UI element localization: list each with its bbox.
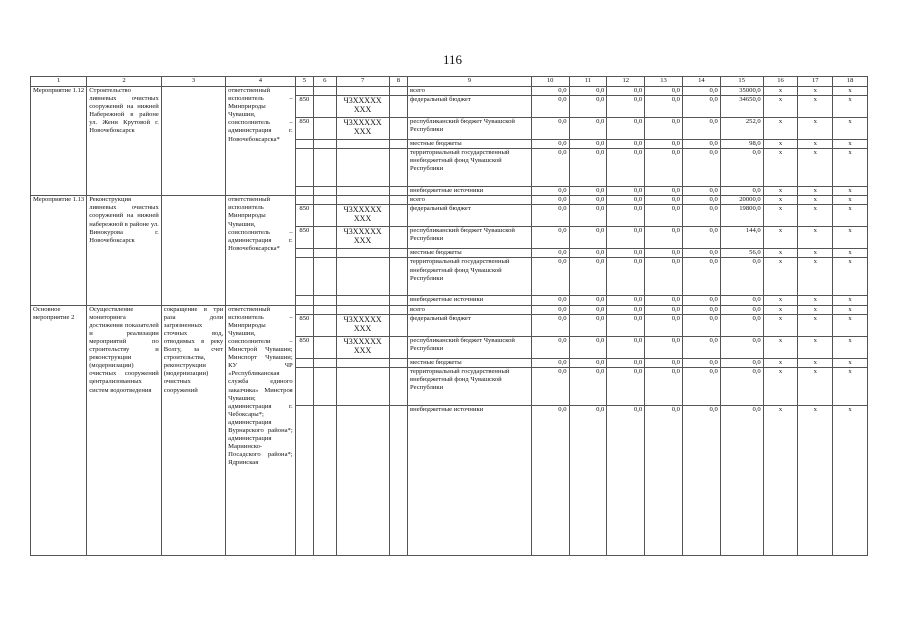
- grbs-code: 850: [295, 205, 313, 227]
- section-code: [314, 118, 336, 140]
- x-cell: x: [763, 314, 798, 336]
- target-article-code: [336, 296, 389, 305]
- x-cell: x: [833, 187, 868, 196]
- section-code: [314, 140, 336, 149]
- amount-cell: 0,0: [682, 314, 720, 336]
- amount-cell: 0,0: [569, 358, 607, 367]
- amount-cell: 0,0: [531, 96, 569, 118]
- column-header: 3: [161, 77, 225, 87]
- amount-cell: 0,0: [682, 258, 720, 296]
- amount-cell: 0,0: [720, 258, 763, 296]
- x-cell: x: [833, 196, 868, 205]
- expense-group: [389, 249, 407, 258]
- amount-cell: 0,0: [682, 205, 720, 227]
- column-header: 12: [607, 77, 645, 87]
- x-cell: x: [833, 96, 868, 118]
- amount-cell: 0,0: [645, 96, 683, 118]
- section-code: [314, 305, 336, 314]
- amount-cell: 0,0: [569, 314, 607, 336]
- amount-cell: 20000,0: [720, 196, 763, 205]
- x-cell: x: [798, 314, 833, 336]
- section-code: [314, 249, 336, 258]
- amount-cell: 0,0: [531, 196, 569, 205]
- header-row: [31, 77, 868, 87]
- x-cell: x: [798, 87, 833, 96]
- x-cell: x: [763, 149, 798, 187]
- target-article-code: [336, 258, 389, 296]
- column-header: 16: [763, 77, 798, 87]
- amount-cell: 0,0: [607, 149, 645, 187]
- amount-cell: 0,0: [645, 140, 683, 149]
- amount-cell: 0,0: [607, 87, 645, 96]
- funding-source: внебюджетные источники: [408, 187, 532, 196]
- amount-cell: 0,0: [531, 249, 569, 258]
- column-header: 10: [531, 77, 569, 87]
- amount-cell: 0,0: [720, 405, 763, 555]
- expense-group: [389, 296, 407, 305]
- section-code: [314, 336, 336, 358]
- expense-group: [389, 314, 407, 336]
- amount-cell: 0,0: [569, 336, 607, 358]
- column-header: 17: [798, 77, 833, 87]
- x-cell: x: [763, 336, 798, 358]
- amount-cell: 0,0: [720, 367, 763, 405]
- x-cell: x: [763, 405, 798, 555]
- amount-cell: 0,0: [607, 196, 645, 205]
- x-cell: x: [833, 305, 868, 314]
- x-cell: x: [763, 87, 798, 96]
- amount-cell: 0,0: [531, 118, 569, 140]
- amount-cell: 0,0: [607, 187, 645, 196]
- expense-group: [389, 258, 407, 296]
- amount-cell: 0,0: [645, 196, 683, 205]
- funding-source: местные бюджеты: [408, 140, 532, 149]
- x-cell: x: [763, 249, 798, 258]
- x-cell: x: [833, 314, 868, 336]
- x-cell: x: [798, 196, 833, 205]
- grbs-code: [295, 187, 313, 196]
- amount-cell: 0,0: [607, 305, 645, 314]
- amount-cell: 0,0: [682, 196, 720, 205]
- target-article-code: [336, 367, 389, 405]
- expense-group: [389, 336, 407, 358]
- amount-cell: 19800,0: [720, 205, 763, 227]
- amount-cell: 0,0: [607, 227, 645, 249]
- amount-cell: 0,0: [531, 305, 569, 314]
- target-article-code: Ч3ХXXXX XXX: [336, 336, 389, 358]
- target-article-code: Ч3ХXXXX XXX: [336, 118, 389, 140]
- grbs-code: [295, 305, 313, 314]
- page-number: 116: [442, 52, 463, 67]
- x-cell: x: [798, 187, 833, 196]
- amount-cell: 0,0: [569, 149, 607, 187]
- x-cell: x: [833, 405, 868, 555]
- amount-cell: 0,0: [607, 96, 645, 118]
- x-cell: x: [763, 118, 798, 140]
- amount-cell: 0,0: [645, 305, 683, 314]
- table-row: [31, 196, 868, 205]
- column-header: 9: [408, 77, 532, 87]
- amount-cell: 56,0: [720, 249, 763, 258]
- expense-group: [389, 227, 407, 249]
- expense-group: [389, 205, 407, 227]
- amount-cell: 0,0: [682, 358, 720, 367]
- measure-description: Осуществление мониторинга достижения показателей и реализации мероприятий по строительству и реконструкции (модернизации) очистных сооружений централизованных систем водоотведения: [87, 305, 162, 555]
- amount-cell: 252,0: [720, 118, 763, 140]
- section-code: [314, 367, 336, 405]
- funding-source: всего: [408, 196, 532, 205]
- section-code: [314, 196, 336, 205]
- amount-cell: 0,0: [531, 149, 569, 187]
- amount-cell: 0,0: [682, 336, 720, 358]
- amount-cell: 0,0: [645, 405, 683, 555]
- target-article-code: Ч3ХXXXX XXX: [336, 205, 389, 227]
- section-code: [314, 227, 336, 249]
- column-header: 11: [569, 77, 607, 87]
- funding-source: всего: [408, 305, 532, 314]
- amount-cell: 0,0: [682, 118, 720, 140]
- grbs-code: [295, 405, 313, 555]
- amount-cell: 0,0: [645, 227, 683, 249]
- expected-result: [161, 87, 225, 196]
- x-cell: x: [798, 367, 833, 405]
- amount-cell: 0,0: [682, 227, 720, 249]
- amount-cell: 0,0: [569, 405, 607, 555]
- amount-cell: 0,0: [645, 336, 683, 358]
- expense-group: [389, 196, 407, 205]
- x-cell: x: [763, 367, 798, 405]
- amount-cell: 0,0: [720, 296, 763, 305]
- funding-source: территориальный государственный внебюджетный фонд Чувашской Республики: [408, 367, 532, 405]
- x-cell: x: [763, 205, 798, 227]
- x-cell: x: [798, 227, 833, 249]
- amount-cell: 0,0: [645, 296, 683, 305]
- amount-cell: 0,0: [531, 367, 569, 405]
- expense-group: [389, 118, 407, 140]
- x-cell: x: [798, 405, 833, 555]
- grbs-code: 850: [295, 118, 313, 140]
- grbs-code: [295, 367, 313, 405]
- amount-cell: 0,0: [531, 358, 569, 367]
- amount-cell: 0,0: [607, 205, 645, 227]
- section-code: [314, 149, 336, 187]
- amount-cell: 0,0: [645, 258, 683, 296]
- column-header: 14: [682, 77, 720, 87]
- target-article-code: Ч3ХXXXX XXX: [336, 227, 389, 249]
- amount-cell: 0,0: [569, 187, 607, 196]
- amount-cell: 0,0: [720, 336, 763, 358]
- amount-cell: 0,0: [531, 336, 569, 358]
- amount-cell: 0,0: [531, 314, 569, 336]
- grbs-code: 850: [295, 336, 313, 358]
- x-cell: x: [798, 305, 833, 314]
- amount-cell: 0,0: [569, 296, 607, 305]
- funding-source: местные бюджеты: [408, 358, 532, 367]
- funding-source: внебюджетные источники: [408, 296, 532, 305]
- grbs-code: [295, 358, 313, 367]
- funding-source: республиканский бюджет Чувашской Республики: [408, 227, 532, 249]
- amount-cell: 0,0: [682, 296, 720, 305]
- amount-cell: 0,0: [569, 118, 607, 140]
- amount-cell: 0,0: [720, 314, 763, 336]
- amount-cell: 98,0: [720, 140, 763, 149]
- amount-cell: 0,0: [645, 149, 683, 187]
- amount-cell: 34650,0: [720, 96, 763, 118]
- target-article-code: [336, 196, 389, 205]
- x-cell: x: [833, 118, 868, 140]
- column-header: 2: [87, 77, 162, 87]
- x-cell: x: [798, 140, 833, 149]
- amount-cell: 0,0: [607, 140, 645, 149]
- target-article-code: [336, 249, 389, 258]
- amount-cell: 0,0: [569, 196, 607, 205]
- x-cell: x: [833, 227, 868, 249]
- amount-cell: 0,0: [569, 96, 607, 118]
- column-header: 1: [31, 77, 87, 87]
- target-article-code: Ч3ХXXXX XXX: [336, 314, 389, 336]
- grbs-code: [295, 249, 313, 258]
- section-code: [314, 96, 336, 118]
- x-cell: x: [833, 87, 868, 96]
- amount-cell: 0,0: [531, 227, 569, 249]
- x-cell: x: [763, 296, 798, 305]
- target-article-code: [336, 305, 389, 314]
- amount-cell: 0,0: [607, 358, 645, 367]
- funding-source: внебюджетные источники: [408, 405, 532, 555]
- amount-cell: 0,0: [607, 118, 645, 140]
- amount-cell: 0,0: [569, 367, 607, 405]
- x-cell: x: [798, 96, 833, 118]
- x-cell: x: [763, 305, 798, 314]
- column-header: 15: [720, 77, 763, 87]
- amount-cell: 0,0: [645, 314, 683, 336]
- measure-description: Реконструкция ливневых очистных сооружений на нижней набережной в районе ул. Винокурова г. Новочебоксарск: [87, 196, 162, 305]
- x-cell: x: [763, 258, 798, 296]
- amount-cell: 0,0: [531, 296, 569, 305]
- x-cell: x: [798, 358, 833, 367]
- column-header: 13: [645, 77, 683, 87]
- expense-group: [389, 367, 407, 405]
- amount-cell: 0,0: [531, 187, 569, 196]
- x-cell: x: [833, 258, 868, 296]
- grbs-code: [295, 258, 313, 296]
- amount-cell: 0,0: [682, 96, 720, 118]
- measure-name: Мероприятие 1.12: [31, 87, 87, 196]
- x-cell: x: [763, 196, 798, 205]
- grbs-code: 850: [295, 314, 313, 336]
- amount-cell: 0,0: [682, 140, 720, 149]
- amount-cell: 0,0: [569, 305, 607, 314]
- expense-group: [389, 96, 407, 118]
- grbs-code: [295, 140, 313, 149]
- grbs-code: [295, 149, 313, 187]
- amount-cell: 0,0: [682, 149, 720, 187]
- section-code: [314, 187, 336, 196]
- amount-cell: 0,0: [569, 140, 607, 149]
- section-code: [314, 87, 336, 96]
- x-cell: x: [798, 336, 833, 358]
- expense-group: [389, 358, 407, 367]
- x-cell: x: [798, 118, 833, 140]
- amount-cell: 0,0: [607, 258, 645, 296]
- funding-source: федеральный бюджет: [408, 314, 532, 336]
- section-code: [314, 258, 336, 296]
- target-article-code: [336, 149, 389, 187]
- section-code: [314, 314, 336, 336]
- amount-cell: 0,0: [531, 87, 569, 96]
- funding-source: федеральный бюджет: [408, 205, 532, 227]
- column-header: 4: [226, 77, 295, 87]
- amount-cell: 0,0: [645, 358, 683, 367]
- amount-cell: 0,0: [569, 205, 607, 227]
- section-code: [314, 358, 336, 367]
- amount-cell: 0,0: [645, 87, 683, 96]
- grbs-code: [295, 87, 313, 96]
- funding-source: местные бюджеты: [408, 249, 532, 258]
- expense-group: [389, 187, 407, 196]
- amount-cell: 0,0: [607, 296, 645, 305]
- grbs-code: [295, 196, 313, 205]
- amount-cell: 144,0: [720, 227, 763, 249]
- amount-cell: 0,0: [607, 249, 645, 258]
- x-cell: x: [798, 149, 833, 187]
- x-cell: x: [833, 367, 868, 405]
- column-header: 6: [314, 77, 336, 87]
- table-row: [31, 87, 868, 96]
- x-cell: x: [763, 96, 798, 118]
- table-row: [31, 305, 868, 314]
- x-cell: x: [798, 258, 833, 296]
- funding-source: всего: [408, 87, 532, 96]
- expense-group: [389, 305, 407, 314]
- target-article-code: [336, 187, 389, 196]
- amount-cell: 0,0: [720, 149, 763, 187]
- target-article-code: [336, 87, 389, 96]
- amount-cell: 0,0: [607, 336, 645, 358]
- budget-table: [30, 76, 868, 556]
- expense-group: [389, 140, 407, 149]
- funding-source: республиканский бюджет Чувашской Республики: [408, 336, 532, 358]
- amount-cell: 0,0: [645, 118, 683, 140]
- amount-cell: 0,0: [682, 367, 720, 405]
- executors: ответственный исполнитель – Минприроды Чувашии, соисполнители – Минстрой Чувашии; Минспорт Чувашии; КУ ЧР «Республиканская служба единого заказчика» Минстроя Чувашии; администрация г. Чебоксары*; администрация Вурнарского района*; администрация Мариинско-Посадского района*; Ядринская: [226, 305, 295, 555]
- target-article-code: [336, 358, 389, 367]
- funding-source: территориальный государственный внебюджетный фонд Чувашской Республики: [408, 149, 532, 187]
- amount-cell: 0,0: [682, 305, 720, 314]
- grbs-code: 850: [295, 227, 313, 249]
- column-header: 7: [336, 77, 389, 87]
- amount-cell: 0,0: [682, 87, 720, 96]
- target-article-code: [336, 140, 389, 149]
- column-header: 8: [389, 77, 407, 87]
- amount-cell: 0,0: [720, 187, 763, 196]
- x-cell: x: [798, 205, 833, 227]
- target-article-code: Ч3ХXXXX XXX: [336, 96, 389, 118]
- amount-cell: 0,0: [720, 305, 763, 314]
- amount-cell: 0,0: [531, 140, 569, 149]
- amount-cell: 0,0: [645, 187, 683, 196]
- grbs-code: 850: [295, 96, 313, 118]
- amount-cell: 0,0: [531, 258, 569, 296]
- column-header: 5: [295, 77, 313, 87]
- amount-cell: 0,0: [682, 405, 720, 555]
- executors: ответственный исполнитель Минприроды Чувашии, соисполнитель – администрация г. Новочебоксарска*: [226, 196, 295, 305]
- amount-cell: 0,0: [682, 249, 720, 258]
- amount-cell: 0,0: [645, 249, 683, 258]
- expected-result: сокращение в три раза доли загрязненных сточных вод, отводимых в реку Волгу, за счет строительства, реконструкции (модернизации) очистных сооружений: [161, 305, 225, 555]
- funding-source: территориальный государственный внебюджетный фонд Чувашской Республики: [408, 258, 532, 296]
- x-cell: x: [798, 296, 833, 305]
- executors: ответственный исполнитель – Минприроды Чувашии, соисполнитель – администрация г. Новочебоксарска*: [226, 87, 295, 196]
- x-cell: x: [798, 249, 833, 258]
- x-cell: x: [833, 249, 868, 258]
- amount-cell: 0,0: [607, 314, 645, 336]
- amount-cell: 0,0: [682, 187, 720, 196]
- amount-cell: 0,0: [531, 405, 569, 555]
- target-article-code: [336, 405, 389, 555]
- funding-source: республиканский бюджет Чувашской Республики: [408, 118, 532, 140]
- x-cell: x: [763, 227, 798, 249]
- funding-source: федеральный бюджет: [408, 96, 532, 118]
- amount-cell: 0,0: [569, 258, 607, 296]
- expense-group: [389, 149, 407, 187]
- x-cell: x: [833, 205, 868, 227]
- x-cell: x: [833, 296, 868, 305]
- amount-cell: 0,0: [720, 358, 763, 367]
- amount-cell: 0,0: [607, 405, 645, 555]
- expected-result: [161, 196, 225, 305]
- measure-name: Основное мероприятие 2: [31, 305, 87, 555]
- section-code: [314, 296, 336, 305]
- x-cell: x: [833, 358, 868, 367]
- measure-description: Строительство ливневых очистных сооружений на нижней Набережной в районе ул. Жени Крутовой г. Новочебоксарск: [87, 87, 162, 196]
- grbs-code: [295, 296, 313, 305]
- amount-cell: 35000,0: [720, 87, 763, 96]
- amount-cell: 0,0: [531, 205, 569, 227]
- x-cell: x: [763, 358, 798, 367]
- measure-name: Мероприятие 1.13: [31, 196, 87, 305]
- section-code: [314, 405, 336, 555]
- expense-group: [389, 405, 407, 555]
- column-header: 18: [833, 77, 868, 87]
- amount-cell: 0,0: [569, 227, 607, 249]
- x-cell: x: [833, 140, 868, 149]
- amount-cell: 0,0: [569, 249, 607, 258]
- amount-cell: 0,0: [645, 205, 683, 227]
- x-cell: x: [833, 149, 868, 187]
- amount-cell: 0,0: [607, 367, 645, 405]
- amount-cell: 0,0: [569, 87, 607, 96]
- x-cell: x: [763, 187, 798, 196]
- expense-group: [389, 87, 407, 96]
- x-cell: x: [763, 140, 798, 149]
- x-cell: x: [833, 336, 868, 358]
- amount-cell: 0,0: [645, 367, 683, 405]
- section-code: [314, 205, 336, 227]
